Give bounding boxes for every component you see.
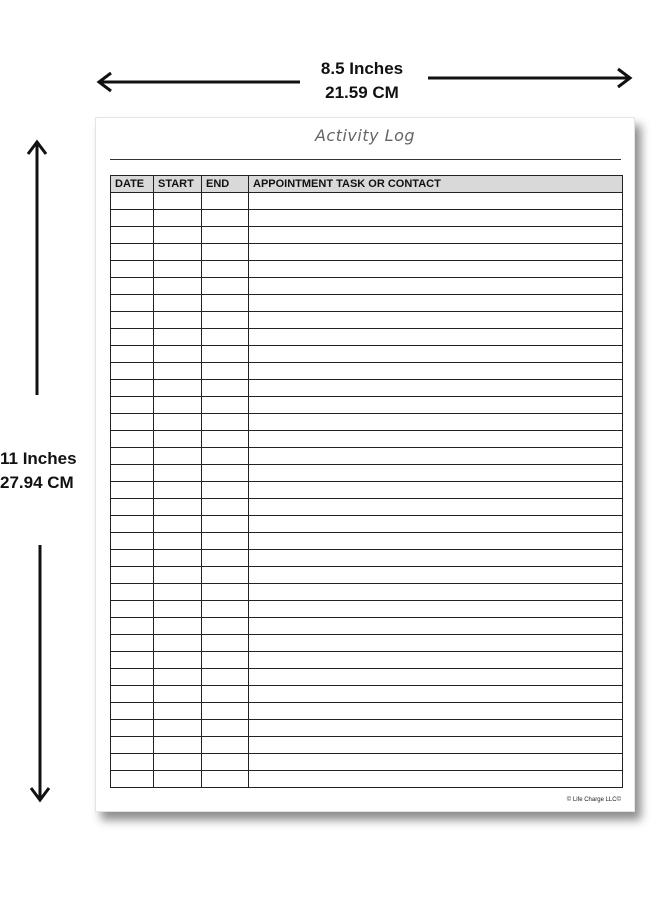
table-row bbox=[111, 669, 623, 686]
table-row bbox=[111, 227, 623, 244]
start-cell bbox=[154, 312, 202, 329]
task-cell bbox=[249, 601, 623, 618]
task-cell bbox=[249, 363, 623, 380]
sheet-title: Activity Log bbox=[314, 126, 416, 145]
date-cell bbox=[111, 278, 154, 295]
date-cell bbox=[111, 635, 154, 652]
date-cell bbox=[111, 720, 154, 737]
table-row bbox=[111, 346, 623, 363]
end-cell bbox=[202, 635, 249, 652]
table-row bbox=[111, 516, 623, 533]
end-cell bbox=[202, 295, 249, 312]
task-cell bbox=[249, 703, 623, 720]
task-cell bbox=[249, 244, 623, 261]
start-cell bbox=[154, 227, 202, 244]
end-cell bbox=[202, 329, 249, 346]
end-cell bbox=[202, 363, 249, 380]
table-row bbox=[111, 686, 623, 703]
start-cell bbox=[154, 601, 202, 618]
table-row bbox=[111, 193, 623, 210]
table-header-row bbox=[111, 176, 623, 193]
task-cell bbox=[249, 193, 623, 210]
table-row bbox=[111, 550, 623, 567]
task-cell bbox=[249, 618, 623, 635]
task-cell bbox=[249, 431, 623, 448]
start-cell bbox=[154, 550, 202, 567]
width-inches: 8.5 Inches bbox=[320, 59, 404, 78]
task-cell bbox=[249, 686, 623, 703]
start-cell bbox=[154, 618, 202, 635]
width-arrow-right bbox=[428, 69, 630, 87]
table-row bbox=[111, 414, 623, 431]
date-cell bbox=[111, 380, 154, 397]
table-row bbox=[111, 754, 623, 771]
date-cell bbox=[111, 499, 154, 516]
date-cell bbox=[111, 210, 154, 227]
end-cell bbox=[202, 618, 249, 635]
date-cell bbox=[111, 465, 154, 482]
table-row bbox=[111, 567, 623, 584]
end-cell bbox=[202, 737, 249, 754]
width-dimension-label bbox=[300, 57, 424, 105]
start-cell bbox=[154, 737, 202, 754]
table-row bbox=[111, 380, 623, 397]
table-row bbox=[111, 703, 623, 720]
date-cell bbox=[111, 397, 154, 414]
date-cell bbox=[111, 312, 154, 329]
table-row bbox=[111, 635, 623, 652]
end-cell bbox=[202, 601, 249, 618]
start-cell bbox=[154, 720, 202, 737]
end-cell bbox=[202, 533, 249, 550]
table-row bbox=[111, 295, 623, 312]
task-cell bbox=[249, 516, 623, 533]
start-cell bbox=[154, 397, 202, 414]
task-cell bbox=[249, 227, 623, 244]
height-inches: 11 Inches bbox=[0, 449, 77, 468]
end-cell bbox=[202, 414, 249, 431]
task-cell bbox=[249, 346, 623, 363]
end-cell bbox=[202, 448, 249, 465]
start-cell bbox=[154, 703, 202, 720]
start-cell bbox=[154, 635, 202, 652]
table-row bbox=[111, 618, 623, 635]
table-row bbox=[111, 244, 623, 261]
start-cell bbox=[154, 329, 202, 346]
task-cell bbox=[249, 465, 623, 482]
date-cell bbox=[111, 329, 154, 346]
table-row bbox=[111, 533, 623, 550]
date-cell bbox=[111, 482, 154, 499]
start-cell bbox=[154, 193, 202, 210]
start-cell bbox=[154, 278, 202, 295]
end-cell bbox=[202, 567, 249, 584]
start-cell bbox=[154, 482, 202, 499]
table-row bbox=[111, 312, 623, 329]
end-cell bbox=[202, 499, 249, 516]
end-cell bbox=[202, 754, 249, 771]
start-cell bbox=[154, 244, 202, 261]
task-cell bbox=[249, 652, 623, 669]
date-cell bbox=[111, 601, 154, 618]
height-arrow-bottom bbox=[31, 545, 49, 800]
date-cell bbox=[111, 448, 154, 465]
date-cell bbox=[111, 703, 154, 720]
table-row bbox=[111, 261, 623, 278]
date-cell bbox=[111, 193, 154, 210]
start-cell bbox=[154, 431, 202, 448]
task-cell bbox=[249, 210, 623, 227]
task-cell bbox=[249, 737, 623, 754]
end-cell bbox=[202, 346, 249, 363]
task-cell bbox=[249, 380, 623, 397]
task-cell bbox=[249, 414, 623, 431]
task-cell bbox=[249, 499, 623, 516]
date-cell bbox=[111, 431, 154, 448]
column-header-date: DATE bbox=[111, 176, 154, 193]
table-row bbox=[111, 465, 623, 482]
start-cell bbox=[154, 567, 202, 584]
column-header-start: START bbox=[154, 176, 202, 193]
date-cell bbox=[111, 550, 154, 567]
width-arrow-left bbox=[99, 73, 300, 91]
width-centimeters: 21.59 CM bbox=[325, 83, 399, 102]
end-cell bbox=[202, 771, 249, 788]
end-cell bbox=[202, 669, 249, 686]
task-cell bbox=[249, 312, 623, 329]
task-cell bbox=[249, 397, 623, 414]
start-cell bbox=[154, 261, 202, 278]
date-cell bbox=[111, 516, 154, 533]
task-cell bbox=[249, 261, 623, 278]
start-cell bbox=[154, 499, 202, 516]
height-dimension-label bbox=[0, 447, 82, 495]
table-row bbox=[111, 397, 623, 414]
table-body bbox=[111, 193, 623, 788]
date-cell bbox=[111, 669, 154, 686]
start-cell bbox=[154, 652, 202, 669]
table-row bbox=[111, 278, 623, 295]
start-cell bbox=[154, 414, 202, 431]
task-cell bbox=[249, 550, 623, 567]
start-cell bbox=[154, 448, 202, 465]
end-cell bbox=[202, 380, 249, 397]
date-cell bbox=[111, 567, 154, 584]
start-cell bbox=[154, 669, 202, 686]
table-row bbox=[111, 499, 623, 516]
date-cell bbox=[111, 533, 154, 550]
date-cell bbox=[111, 771, 154, 788]
date-cell bbox=[111, 346, 154, 363]
task-cell bbox=[249, 669, 623, 686]
task-cell bbox=[249, 329, 623, 346]
date-cell bbox=[111, 686, 154, 703]
start-cell bbox=[154, 584, 202, 601]
start-cell bbox=[154, 533, 202, 550]
table-row bbox=[111, 601, 623, 618]
date-cell bbox=[111, 227, 154, 244]
date-cell bbox=[111, 737, 154, 754]
end-cell bbox=[202, 244, 249, 261]
task-cell bbox=[249, 720, 623, 737]
table-row bbox=[111, 448, 623, 465]
date-cell bbox=[111, 652, 154, 669]
start-cell bbox=[154, 465, 202, 482]
date-cell bbox=[111, 414, 154, 431]
table-row bbox=[111, 737, 623, 754]
start-cell bbox=[154, 210, 202, 227]
date-cell bbox=[111, 244, 154, 261]
table-row bbox=[111, 771, 623, 788]
table-row bbox=[111, 584, 623, 601]
end-cell bbox=[202, 720, 249, 737]
date-cell bbox=[111, 261, 154, 278]
end-cell bbox=[202, 227, 249, 244]
date-cell bbox=[111, 584, 154, 601]
end-cell bbox=[202, 703, 249, 720]
end-cell bbox=[202, 278, 249, 295]
end-cell bbox=[202, 686, 249, 703]
task-cell bbox=[249, 482, 623, 499]
height-centimeters: 27.94 CM bbox=[0, 473, 74, 492]
table-row bbox=[111, 720, 623, 737]
column-header-task: APPOINTMENT TASK OR CONTACT bbox=[249, 176, 623, 193]
end-cell bbox=[202, 465, 249, 482]
start-cell bbox=[154, 346, 202, 363]
end-cell bbox=[202, 516, 249, 533]
table-row bbox=[111, 482, 623, 499]
task-cell bbox=[249, 448, 623, 465]
task-cell bbox=[249, 635, 623, 652]
task-cell bbox=[249, 295, 623, 312]
end-cell bbox=[202, 210, 249, 227]
end-cell bbox=[202, 482, 249, 499]
start-cell bbox=[154, 516, 202, 533]
table-row bbox=[111, 210, 623, 227]
end-cell bbox=[202, 261, 249, 278]
activity-log-table bbox=[110, 175, 623, 788]
start-cell bbox=[154, 295, 202, 312]
end-cell bbox=[202, 312, 249, 329]
task-cell bbox=[249, 584, 623, 601]
table-row bbox=[111, 652, 623, 669]
task-cell bbox=[249, 278, 623, 295]
title-underline bbox=[110, 159, 621, 160]
table-row bbox=[111, 329, 623, 346]
column-header-end: END bbox=[202, 176, 249, 193]
end-cell bbox=[202, 652, 249, 669]
end-cell bbox=[202, 550, 249, 567]
task-cell bbox=[249, 771, 623, 788]
start-cell bbox=[154, 380, 202, 397]
end-cell bbox=[202, 584, 249, 601]
date-cell bbox=[111, 363, 154, 380]
end-cell bbox=[202, 193, 249, 210]
task-cell bbox=[249, 754, 623, 771]
task-cell bbox=[249, 567, 623, 584]
date-cell bbox=[111, 295, 154, 312]
table-row bbox=[111, 363, 623, 380]
start-cell bbox=[154, 771, 202, 788]
date-cell bbox=[111, 618, 154, 635]
end-cell bbox=[202, 431, 249, 448]
date-cell bbox=[111, 754, 154, 771]
table-row bbox=[111, 431, 623, 448]
copyright-notice: © Life Charge LLC© bbox=[566, 797, 621, 803]
start-cell bbox=[154, 686, 202, 703]
task-cell bbox=[249, 533, 623, 550]
activity-log-sheet bbox=[95, 117, 635, 812]
height-arrow-top bbox=[28, 142, 46, 395]
start-cell bbox=[154, 363, 202, 380]
start-cell bbox=[154, 754, 202, 771]
end-cell bbox=[202, 397, 249, 414]
